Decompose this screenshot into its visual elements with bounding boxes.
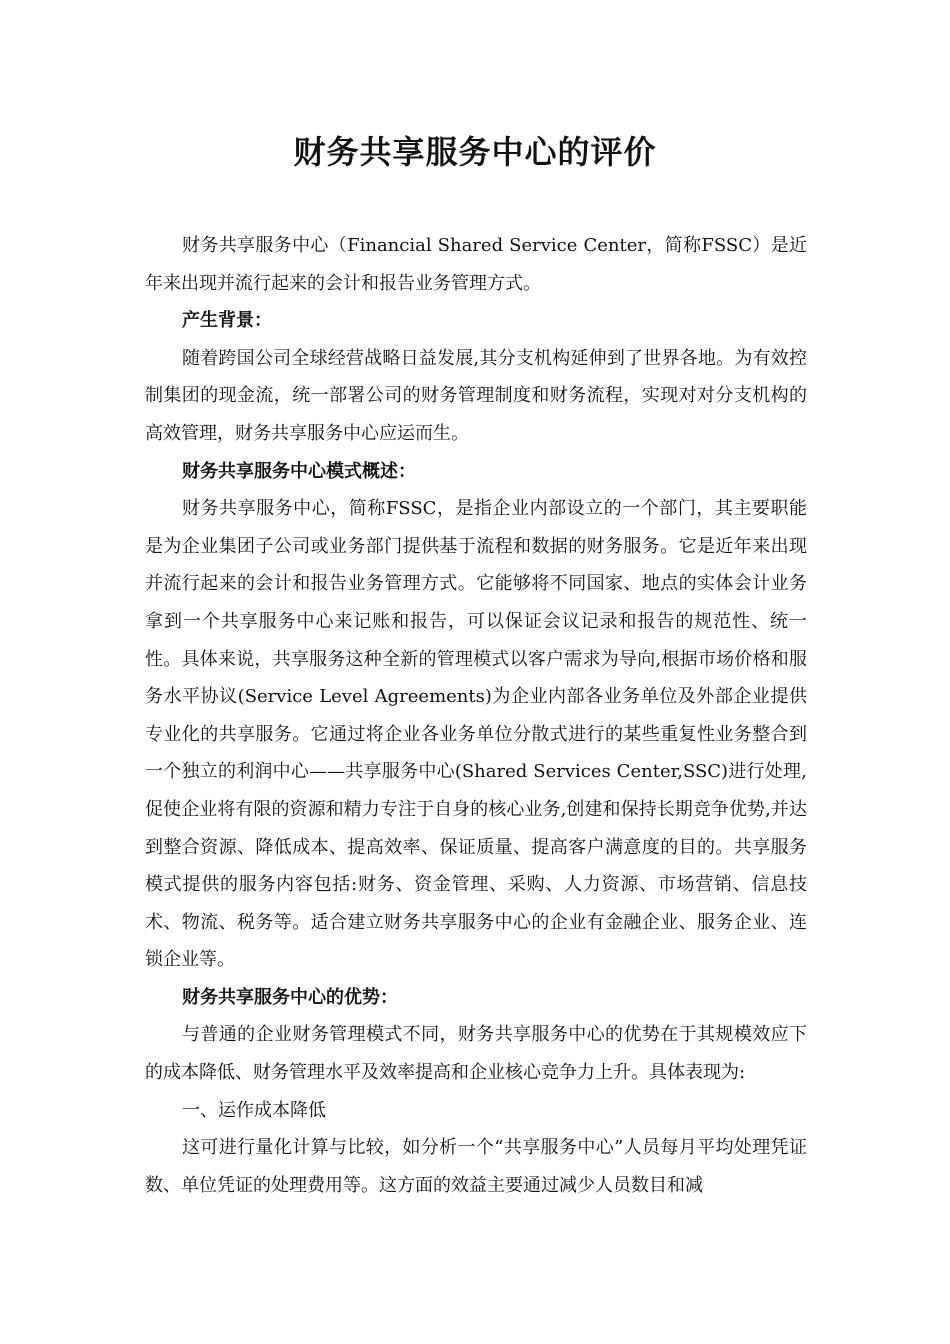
overview-paragraph: 财务共享服务中心，简称FSSC，是指企业内部设立的一个部门，其主要职能是为企业集团子公司或业务部门提供基于流程和数据的财务服务。它是近年来出现并流行起来的会计和报告业务管理方式。它能够将不同国家、地点的实体会计业务拿到一个共享服务中心来记账和报告，可以保证会议记录和报告的规范性、统一性。具体来说，共享服务这种全新的管理模式以客户需求为导向,根据市场价格和服务水平协议(Service Level Agreements)为企业内部各业务单位及外部企业提供专业化的共享服务。它通过将企业各业务单位分散式进行的某些重复性业务整合到一个独立的利润中心——共享服务中心(Shared Services Center,SSC)进行处理,促使企业将有限的资源和精力专注于自身的核心业务,创建和保持长期竞争优势,并达到整合资源、降低成本、提高效率、保证质量、提高客户满意度的目的。共享服务模式提供的服务内容包括:财务、资金管理、采购、人力资源、市场营销、信息技术、物流、税务等。适合建立财务共享服务中心的企业有金融企业、服务企业、连锁企业等。 <box>145 498 807 971</box>
document-title: 财务共享服务中心的评价 <box>293 133 657 171</box>
advantages-paragraph: 与普通的企业财务管理模式不同，财务共享服务中心的优势在于其规模效应下的成本降低、财务管理水平及效率提高和企业核心竞争力上升。具体表现为: <box>145 1024 807 1084</box>
intro-paragraph: 财务共享服务中心（Financial Shared Service Center，简称FSSC）是近年来出现并流行起来的会计和报告业务管理方式。 <box>145 235 807 294</box>
section-heading-overview: 财务共享服务中心模式概述： <box>182 460 416 482</box>
document-body <box>145 227 807 1204</box>
advantage-item-1-heading: 一、运作成本降低 <box>182 1099 326 1121</box>
section-heading-background: 产生背景： <box>182 310 272 332</box>
background-paragraph: 随着跨国公司全球经营战略日益发展,其分支机构延伸到了世界各地。为有效控制集团的现金流，统一部署公司的财务管理制度和财务流程，实现对对分支机构的高效管理，财务共享服务中心应运而生。 <box>145 347 807 444</box>
section-heading-advantages: 财务共享服务中心的优势： <box>182 986 398 1008</box>
advantage-item-1-paragraph: 这可进行量化计算与比较，如分析一个“共享服务中心”人员每月平均处理凭证数、单位凭证的处理费用等。这方面的效益主要通过减少人员数目和减 <box>145 1137 807 1196</box>
